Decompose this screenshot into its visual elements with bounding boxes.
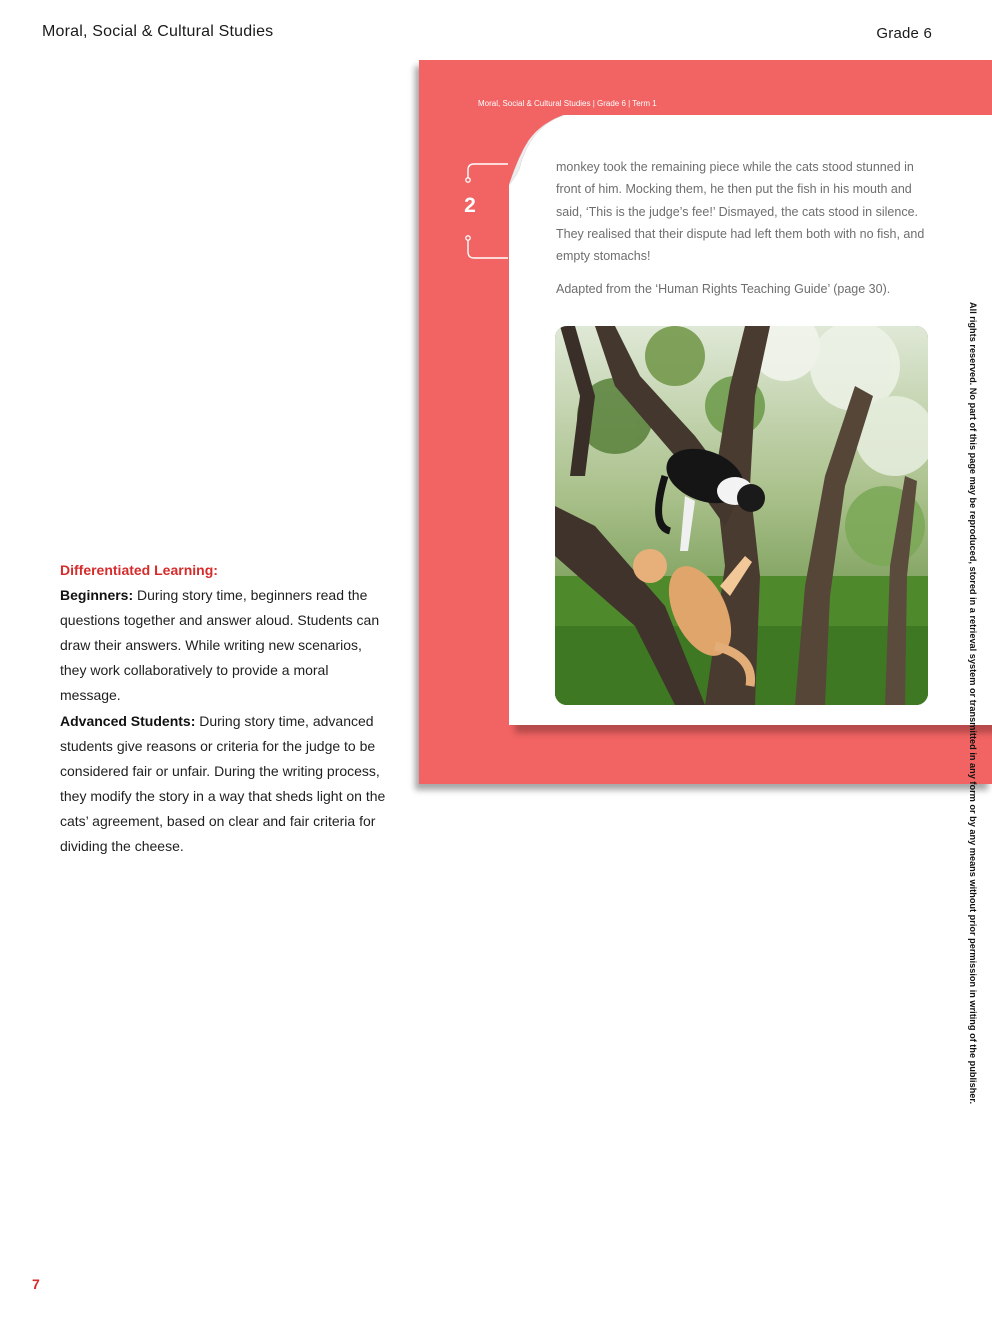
beginners-paragraph	[60, 583, 390, 708]
beginners-label: Beginners:	[60, 587, 134, 604]
rights-notice-text: All rights reserved. No part of this page may be reproduced, stored in a retrieval system or transmitted in any form or by any means without prior permission in writing of the publisher.	[968, 302, 978, 1105]
cats-in-tree-photo	[555, 326, 928, 705]
textbook-page-number: 2	[464, 194, 476, 217]
header-subject: Moral, Social & Cultural Studies	[42, 23, 274, 40]
differentiated-learning-title: Differentiated Learning:	[60, 562, 218, 578]
rights-notice	[964, 302, 980, 1105]
advanced-text: During story time, advanced students give reasons or criteria for the judge to be considered fair or unfair. During the writing process, they modify the story in a way that sheds light on the cats’ agreement, based on clear and fair criteria for dividing the cheese.	[60, 712, 386, 855]
differentiated-learning-section	[60, 558, 390, 859]
textbook-story-paragraph: monkey took the remaining piece while the cats stood stunned in front of him. Mocking them, he then put the fish in his mouth and said, ‘This is the judge’s fee!’ Dismayed, the cats stood in silence. They realised that their dispute had left them both with no fish, and empty stomachs!	[556, 160, 925, 264]
beginners-text: During story time, beginners read the questions together and answer aloud. Students can draw their answers. While writing new scenarios, they work collaboratively to provide a moral message.	[60, 587, 380, 704]
advanced-paragraph	[60, 709, 390, 860]
advanced-label: Advanced Students:	[60, 712, 196, 729]
textbook-story-credit: Adapted from the ‘Human Rights Teaching Guide’ (page 30).	[556, 282, 891, 296]
page-number: 7	[32, 1276, 40, 1292]
textbook-page-frame	[419, 60, 992, 784]
header-grade: Grade 6	[876, 25, 932, 42]
textbook-running-head: Moral, Social & Cultural Studies | Grade 6 | Term 1	[478, 99, 657, 108]
